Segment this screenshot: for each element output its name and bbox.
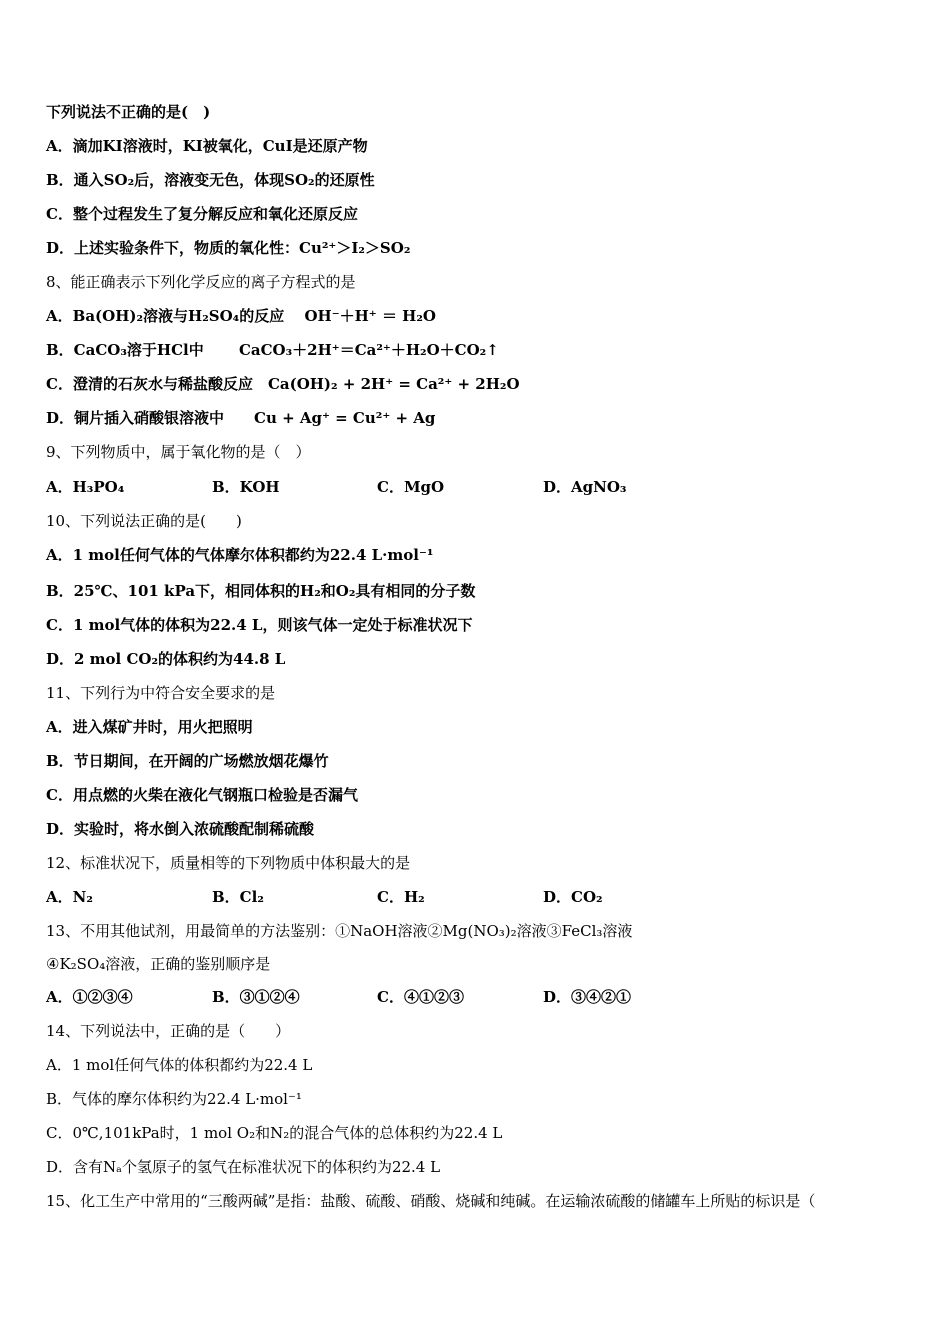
q12-option-c: C．H₂ [377,888,425,906]
q11-option-c: C．用点燃的火柴在液化气钢瓶口检验是否漏气 [46,786,358,804]
q12-stem: 12、标准状况下，质量相等的下列物质中体积最大的是 [46,854,411,872]
q15-stem: 15、化工生产中常用的“三酸两碱”是指：盐酸、硫酸、硝酸、烧碱和纯碱。在运输浓硫酸的储罐车上所贴的标识是（ [46,1192,816,1210]
q14-stem: 14、下列说法中，正确的是（ ） [46,1022,291,1040]
q7-option-c: C．整个过程发生了复分解反应和氧化还原反应 [46,205,358,223]
q11-stem: 11、下列行为中符合安全要求的是 [46,684,276,702]
q11-option-b: B．节日期间，在开阔的广场燃放烟花爆竹 [46,752,329,770]
q8-option-d: D．铜片插入硝酸银溶液中 Cu + Ag⁺ = Cu²⁺ + Ag [46,409,436,427]
q11-option-a: A．进入煤矿井时，用火把照明 [46,718,253,736]
q14-option-d: D．含有Nₐ个氢原子的氢气在标准状况下的体积约为22.4 L [46,1158,441,1176]
q12-option-d: D．CO₂ [543,888,603,906]
q13-stem-cont: ④K₂SO₄溶液，正确的鉴别顺序是 [46,955,271,973]
q11-option-d: D．实验时，将水倒入浓硫酸配制稀硫酸 [46,820,315,838]
q13-option-c: C．④①②③ [377,988,464,1006]
q12-option-b: B．Cl₂ [212,888,264,906]
q9-option-a: A．H₃PO₄ [46,478,125,496]
q7-option-d: D．上述实验条件下，物质的氧化性：Cu²⁺＞I₂＞SO₂ [46,239,411,257]
q8-option-a: A．Ba(OH)₂溶液与H₂SO₄的反应 OH⁻＋H⁺ ＝ H₂O [46,307,436,325]
q13-option-b: B．③①②④ [212,988,300,1006]
q10-option-b: B．25℃、101 kPa下，相同体积的H₂和O₂具有相同的分子数 [46,582,476,600]
q13-option-d: D．③④②① [543,988,632,1006]
q9-option-d: D．AgNO₃ [543,478,627,496]
q8-option-c: C．澄清的石灰水与稀盐酸反应 Ca(OH)₂ + 2H⁺ = Ca²⁺ + 2H₂O [46,375,520,393]
q8-option-b: B．CaCO₃溶于HCl中 CaCO₃＋2H⁺＝Ca²⁺＋H₂O＋CO₂↑ [46,341,499,359]
q7-option-a: A．滴加KI溶液时，KI被氧化，CuI是还原产物 [46,137,368,155]
q9-option-c: C．MgO [377,478,445,496]
q13-stem: 13、不用其他试剂，用最简单的方法鉴别：①NaOH溶液②Mg(NO₃)₂溶液③FeCl₃溶液 [46,922,633,940]
q10-option-c: C．1 mol气体的体积为22.4 L，则该气体一定处于标准状况下 [46,616,473,634]
q10-option-a: A．1 mol任何气体的气体摩尔体积都约为22.4 L·mol⁻¹ [46,546,434,564]
q7-stem: 下列说法不正确的是( ) [46,103,211,121]
q7-option-b: B．通入SO₂后，溶液变无色，体现SO₂的还原性 [46,171,375,189]
q8-stem: 8、能正确表示下列化学反应的离子方程式的是 [46,273,356,291]
q12-option-a: A．N₂ [46,888,93,906]
q14-option-c: C．0℃,101kPa时，1 mol O₂和N₂的混合气体的总体积约为22.4 L [46,1124,503,1142]
q10-option-d: D．2 mol CO₂的体积约为44.8 L [46,650,286,668]
q10-stem: 10、下列说法正确的是( ) [46,512,242,530]
q14-option-b: B．气体的摩尔体积约为22.4 L·mol⁻¹ [46,1090,302,1108]
q13-option-a: A．①②③④ [46,988,133,1006]
q14-option-a: A．1 mol任何气体的体积都约为22.4 L [46,1056,313,1074]
q9-stem: 9、下列物质中，属于氧化物的是（ ） [46,443,311,461]
q9-option-b: B．KOH [212,478,280,496]
